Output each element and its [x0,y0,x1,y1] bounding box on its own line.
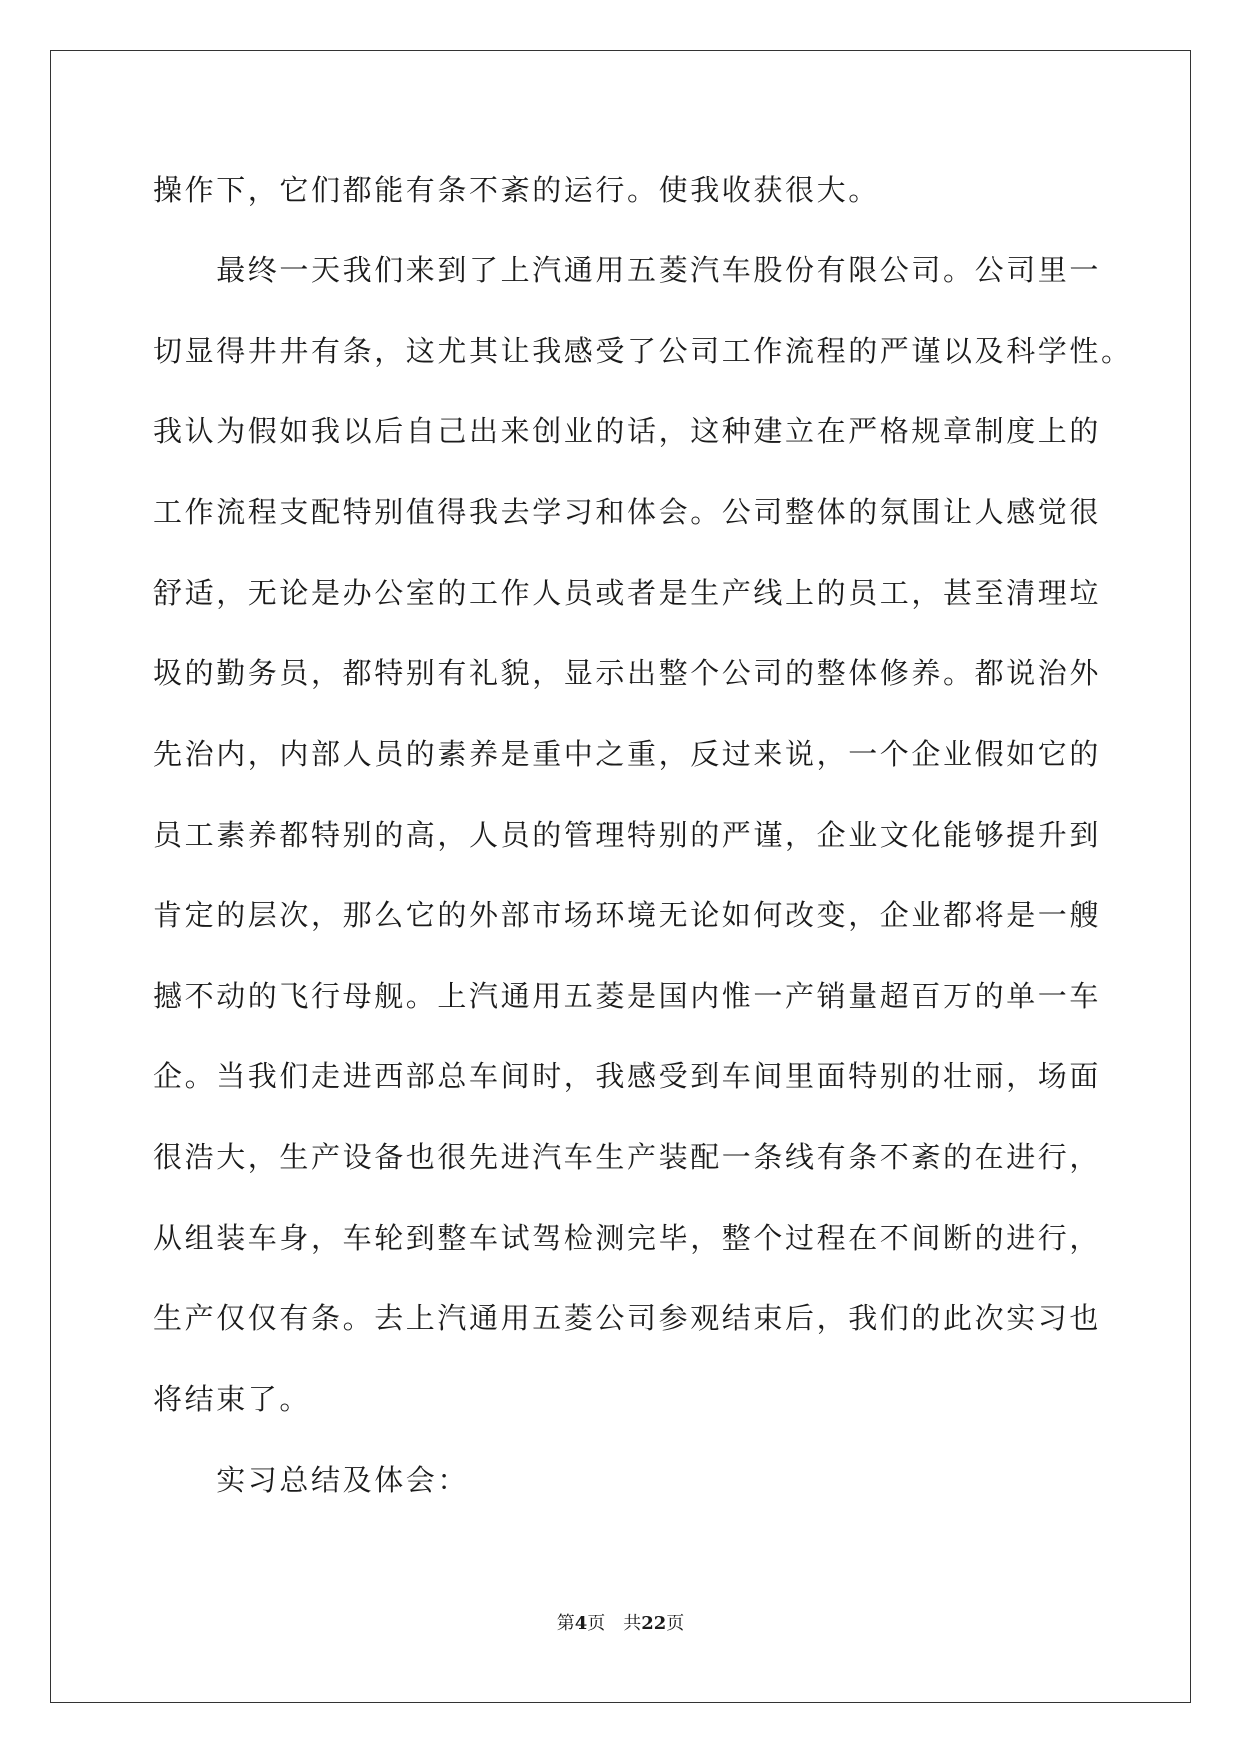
text-line: 员工素养都特别的高，人员的管理特别的严谨，企业文化能够提升到 [153,818,1102,852]
page-border [50,50,1191,1703]
text-line: 撼不动的飞行母舰。上汽通用五菱是国内惟一产销量超百万的单一车 [153,979,1102,1013]
text-line: 很浩大，生产设备也很先进汽车生产装配一条线有条不紊的在进行， [153,1140,1102,1174]
text-line: 我认为假如我以后自己出来创业的话，这种建立在严格规章制度上的 [153,414,1102,448]
section-heading: 实习总结及体会： [153,1463,470,1497]
total-prefix: 共 [623,1613,642,1634]
text-line: 舒适，无论是办公室的工作人员或者是生产线上的员工，甚至清理垃 [153,576,1102,610]
text-line: 最终一天我们来到了上汽通用五菱汽车股份有限公司。公司里一 [153,253,1102,287]
text-line: 将结束了。 [153,1382,312,1416]
page-prefix: 第 [556,1613,575,1634]
text-line: 企。当我们走进西部总车间时，我感受到车间里面特别的壮丽，场面 [153,1059,1102,1093]
text-line: 先治内，内部人员的素养是重中之重，反过来说，一个企业假如它的 [153,737,1102,771]
page-number: 4 [574,1613,588,1634]
text-line: 切显得井井有条，这尤其让我感受了公司工作流程的严谨以及科学性。 [153,334,1133,368]
text-line: 肯定的层次，那么它的外部市场环境无论如何改变，企业都将是一艘 [153,898,1102,932]
text-line: 圾的勤务员，都特别有礼貌，显示出整个公司的整体修养。都说治外 [153,656,1102,690]
text-line: 从组装车身，车轮到整车试驾检测完毕，整个过程在不间断的进行， [153,1221,1102,1255]
text-line: 工作流程支配特别值得我去学习和体会。公司整体的氛围让人感觉很 [153,495,1102,529]
page-suffix: 页 [587,1613,606,1634]
text-line: 生产仅仅有条。去上汽通用五菱公司参观结束后，我们的此次实习也 [153,1301,1102,1335]
total-suffix: 页 [666,1613,685,1634]
text-line: 操作下，它们都能有条不紊的运行。使我收获很大。 [153,173,880,207]
page-footer [0,1612,1241,1636]
total-pages: 22 [641,1613,667,1634]
